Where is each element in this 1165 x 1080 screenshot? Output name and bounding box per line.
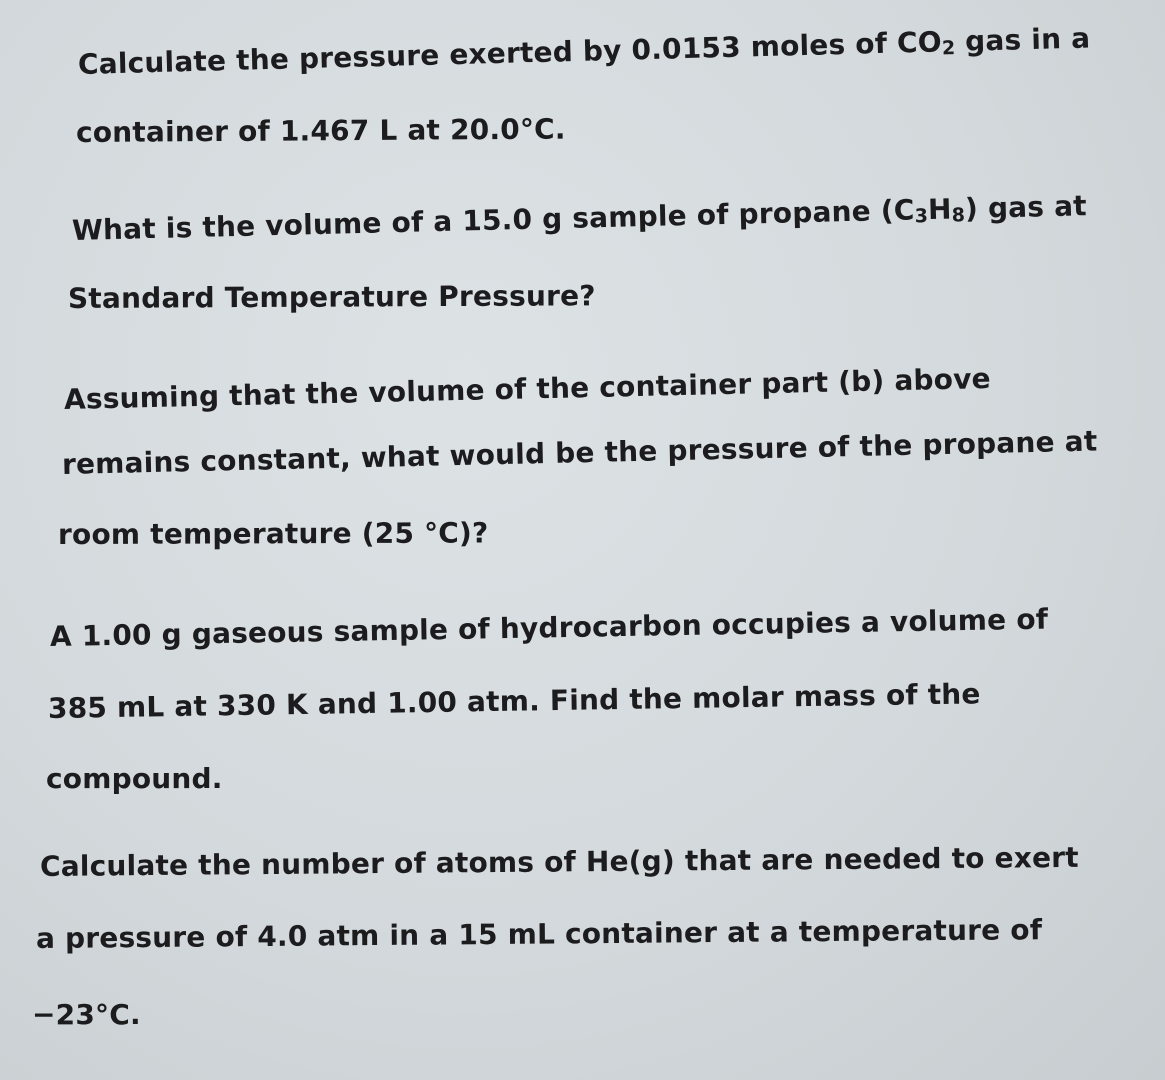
question-3-line-1 <box>64 362 992 416</box>
question-4-line-1 <box>50 603 1049 653</box>
question-1-text-end: gas in a <box>954 21 1091 59</box>
question-4-text-line-3: compound. <box>46 762 223 795</box>
question-1-line-1 <box>78 21 1091 81</box>
question-2-text-start: What is the volume of a 15.0 g sample of propane (C <box>71 193 915 247</box>
hydrogen-symbol: H <box>927 192 953 227</box>
question-4-text-line-2: 385 mL at 330 K and 1.00 atm. Find the molar mass of the <box>47 677 981 725</box>
question-5-text-line-3: −23°C. <box>32 998 141 1031</box>
question-3-text-line-2: remains constant, what would be the pressure of the propane at <box>61 424 1098 481</box>
question-5-text-line-2: a pressure of 4.0 atm in a 15 mL container at a temperature of <box>35 913 1043 955</box>
question-5-line-2 <box>36 913 1042 955</box>
question-3-line-2 <box>62 425 1098 481</box>
question-5-line-1 <box>40 841 1079 883</box>
question-2-line-2 <box>68 279 596 315</box>
question-4-line-2 <box>48 677 981 725</box>
question-1-line-2 <box>76 113 566 149</box>
co2-subscript: 2 <box>941 37 956 60</box>
question-4-text-line-1: A 1.00 g gaseous sample of hydrocarbon occupies a volume of <box>49 602 1049 653</box>
question-1-text-line-2: container of 1.467 L at 20.0°C. <box>75 112 566 149</box>
question-2-text-line-2: Standard Temperature Pressure? <box>67 279 596 315</box>
question-3-text-line-1: Assuming that the volume of the container part (b) above <box>63 361 992 416</box>
h8-subscript: 8 <box>951 204 966 227</box>
question-5-text-line-1: Calculate the number of atoms of He(g) that are needed to exert <box>39 840 1079 883</box>
question-5-line-3 <box>32 998 141 1031</box>
question-4-line-3 <box>46 762 223 795</box>
question-3-line-3 <box>58 516 489 551</box>
question-1-text-start: Calculate the pressure exerted by 0.0153 moles of CO <box>77 25 943 81</box>
question-3-text-line-3: room temperature (25 °C)? <box>57 516 489 551</box>
c3-subscript: 3 <box>914 205 929 228</box>
question-2-text-end: ) gas at <box>964 189 1088 226</box>
question-2-line-1 <box>72 189 1088 248</box>
